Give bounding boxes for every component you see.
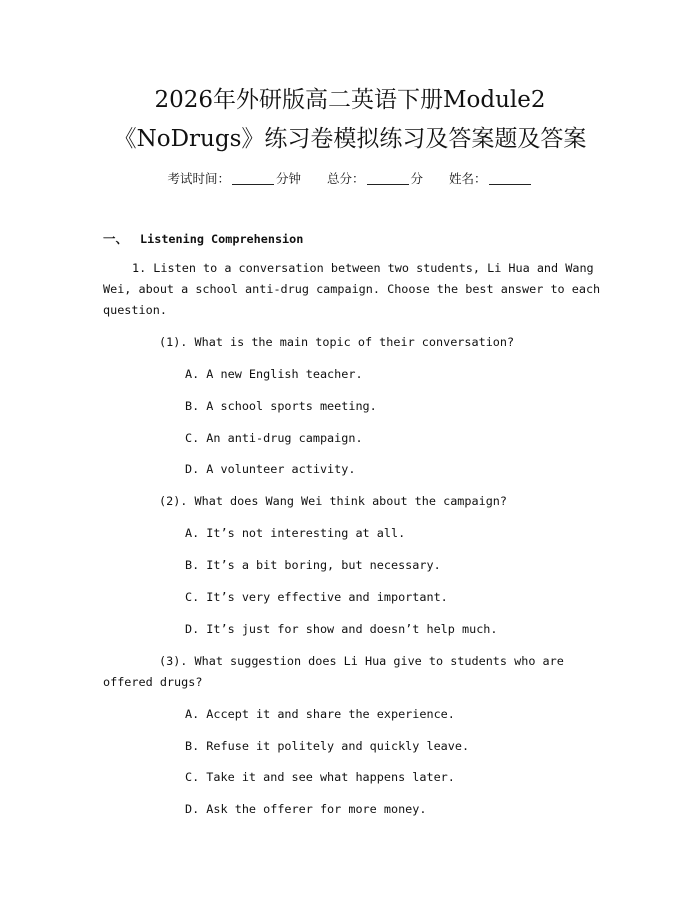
section-heading	[103, 229, 303, 247]
sub-question-2-option-b: B. It’s a bit boring, but necessary.	[185, 558, 441, 572]
section-title: Listening Comprehension	[140, 232, 304, 246]
sub-question-3-option-c: C. Take it and see what happens later.	[185, 770, 455, 784]
sub-question-1-option-a: A. A new English teacher.	[185, 367, 363, 381]
sub-question-2-option-a: A. It’s not interesting at all.	[185, 526, 406, 540]
student-name-blank	[489, 184, 531, 185]
exam-time-field	[167, 171, 301, 186]
document-title-line1: 2026年外研版高二英语下册Module2	[154, 87, 546, 113]
document-title-line2: 《NoDrugs》练习卷模拟练习及答案题及答案	[113, 126, 587, 152]
sub-question-2-option-c: C. It’s very effective and important.	[185, 590, 448, 604]
question-intro-line2: Wei, about a school anti-drug campaign. Choose the best answer to each	[103, 282, 601, 296]
student-name-field	[449, 171, 533, 186]
total-score-unit: 分	[410, 171, 424, 186]
sub-question-3-option-b: B. Refuse it politely and quickly leave.	[185, 739, 470, 753]
sub-question-1-option-b: B. A school sports meeting.	[185, 399, 377, 413]
total-score-label: 总分：	[326, 171, 365, 186]
total-score-field	[327, 171, 423, 186]
sub-question-3-option-a: A. Accept it and share the experience.	[185, 707, 455, 721]
total-score-blank	[367, 184, 409, 185]
section-number: 一、	[103, 231, 129, 246]
sub-question-1-option-c: C. An anti-drug campaign.	[185, 431, 363, 445]
question-intro-line1: 1. Listen to a conversation between two students, Li Hua and Wang	[132, 261, 594, 275]
exam-time-unit: 分钟	[275, 171, 301, 186]
exam-time-label: 考试时间：	[167, 171, 230, 186]
sub-question-1-stem: (1). What is the main topic of their conversation?	[159, 335, 515, 349]
sub-question-3-stem-line1: (3). What suggestion does Li Hua give to students who are	[159, 654, 564, 668]
sub-question-3-stem-line2: offered drugs?	[103, 675, 203, 689]
sub-question-2-stem: (2). What does Wang Wei think about the campaign?	[159, 494, 508, 508]
sub-question-3-option-d: D. Ask the offerer for more money.	[185, 802, 427, 816]
sub-question-2-option-d: D. It’s just for show and doesn’t help much.	[185, 622, 498, 636]
exam-time-blank	[232, 184, 274, 185]
student-name-label: 姓名：	[449, 171, 487, 186]
sub-question-1-option-d: D. A volunteer activity.	[185, 462, 356, 476]
exam-info-row	[0, 169, 700, 187]
question-intro-line3: question.	[103, 303, 167, 317]
